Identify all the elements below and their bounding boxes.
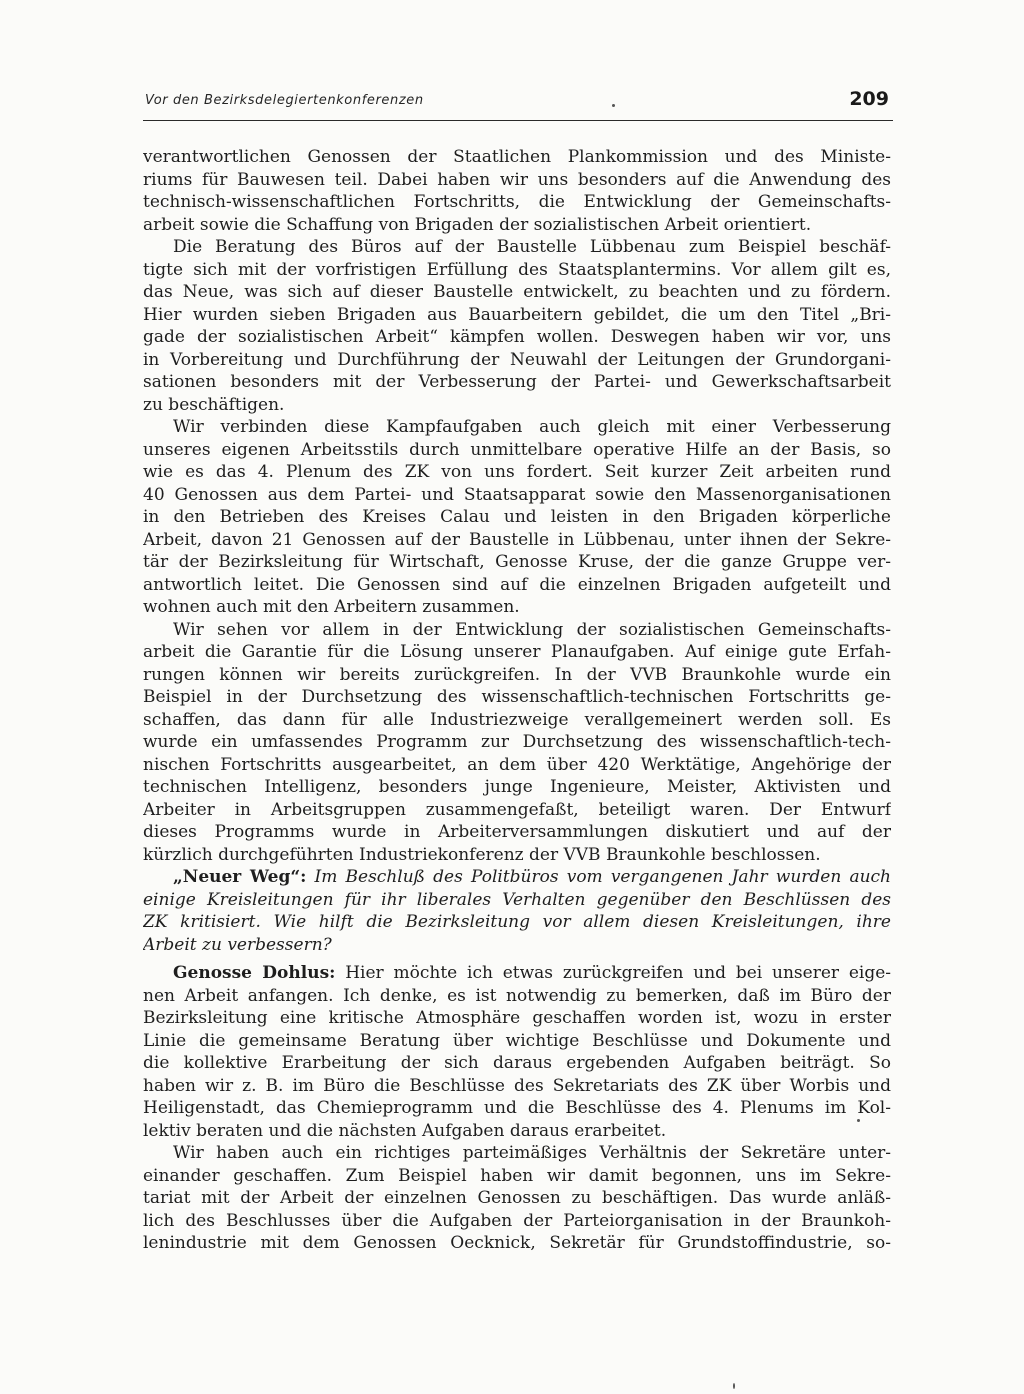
text-line: die kollektive Erarbeitung der sich daraus ergebenden Aufgaben beiträgt. So [143,1053,891,1073]
text-line: Heiligenstadt, das Chemieprogramm und die Beschlüsse des 4. Plenums im Kol- [143,1098,891,1118]
scan-speck [612,104,615,107]
text-line: Bezirksleitung eine kritische Atmosphäre geschaffen worden ist, wozu in erster [143,1008,891,1028]
text-line: unseres eigenen Arbeitsstils durch unmittelbare operative Hilfe an der Basis, so [143,439,891,460]
text-line: ZK kritisiert. Wie hilft die Bezirksleitung vor allem diesen Kreisleitungen, ihre [143,912,891,932]
text-line: Linie die gemeinsame Beratung über wichtige Beschlüsse und Dokumente und [143,1030,891,1051]
text-line: Hier wurden sieben Brigaden aus Bauarbeitern gebildet, die um den Titel „Bri- [143,304,891,325]
text-line: arbeit sowie die Schaffung von Brigaden der sozialistischen Arbeit orientiert. [143,214,812,235]
text-line: einander geschaffen. Zum Beispiel haben wir damit begonnen, uns im Sekre- [143,1165,891,1186]
page-number: 209 [849,88,889,110]
text-line: wie es das 4. Plenum des ZK von uns fordert. Seit kurzer Zeit arbeiten rund [143,462,891,482]
text-line: lenindustrie mit dem Genossen Oecknick, Sekretär für Grundstoffindustrie, so- [143,1233,891,1253]
text-line: lich des Beschlusses über die Aufgaben der Parteiorganisation in der Braunkoh- [143,1210,891,1231]
scan-speck [857,1119,860,1122]
text-line: tär der Bezirksleitung für Wirtschaft, Genosse Kruse, der die ganze Gruppe ver- [143,552,891,572]
text-line: gade der sozialistischen Arbeit“ kämpfen wollen. Deswegen haben wir vor, uns [143,327,891,347]
text-line: das Neue, was sich auf dieser Baustelle entwickelt, zu beachten und zu fördern. [143,282,891,302]
text-line: tigte sich mit der vorfristigen Erfüllung des Staatsplantermins. Vor allem gilt es, [143,259,891,280]
text-line: dieses Programms wurde in Arbeiterversammlungen diskutiert und auf der [143,822,891,842]
text-line: Wir verbinden diese Kampfaufgaben auch gleich mit einer Verbesserung [173,417,891,437]
interview-answer [143,962,891,985]
text-line: Arbeit, davon 21 Genossen auf der Baustelle in Lübbenau, unter ihnen der Sekre- [143,529,891,550]
text-line: Arbeiter in Arbeitsgruppen zusammengefaßt, beteiligt waren. Der Entwurf [143,799,891,820]
running-header [143,86,893,121]
text-line: tariat mit der Arbeit der einzelnen Genossen zu beschäftigen. Das wurde anläß- [143,1188,891,1208]
text-line: 40 Genossen aus dem Partei- und Staatsapparat sowie den Massenorganisationen [143,484,891,505]
scan-speck [733,1383,735,1389]
text-line: nischen Fortschritts ausgearbeitet, an dem über 420 Werktätige, Angehörige der [143,754,891,775]
text-line: haben wir z. B. im Büro die Beschlüsse des Sekretariats des ZK über Worbis und [143,1075,891,1096]
text-line: Arbeit zu verbessern? [143,934,332,955]
text-line: Die Beratung des Büros auf der Baustelle Lübbenau zum Beispiel beschäf- [173,237,891,257]
text-line: kürzlich durchgeführten Industriekonferenz der VVB Braunkohle beschlossen. [143,844,821,865]
text-line: arbeit die Garantie für die Lösung unserer Planaufgaben. Auf einige gute Erfah- [143,642,891,662]
text-line: Wir haben auch ein richtiges parteimäßiges Verhältnis der Sekretäre unter- [173,1143,891,1163]
text-line: rungen können wir bereits zurückgreifen. In der VVB Braunkohle wurde ein [143,664,891,685]
body-text [143,146,891,1255]
question-text: Im Beschluß des Politbüros vom vergangenen Jahr wurden auch [314,867,891,887]
speaker-label: „Neuer Weg“: [173,867,307,887]
text-line: technischen Intelligenz, besonders junge Ingenieure, Meister, Aktivisten und [143,777,891,797]
text-line: nen Arbeit anfangen. Ich denke, es ist notwendig zu bemerken, daß im Büro der [143,985,891,1006]
text-line: in den Betrieben des Kreises Calau und leisten in den Brigaden körperliche [143,507,891,527]
text-line: wohnen auch mit den Arbeitern zusammen. [143,597,520,617]
text-line: lektiv beraten und die nächsten Aufgaben daraus erarbeitet. [143,1120,667,1141]
text-line: antwortlich leitet. Die Genossen sind auf die einzelnen Brigaden aufgeteilt und [143,574,891,595]
text-line: schaffen, das dann für alle Industriezweige verallgemeinert werden soll. Es [143,709,891,730]
text-line: verantwortlichen Genossen der Staatlichen Plankommission und des Ministe- [143,147,891,167]
text-line: Beispiel in der Durchsetzung des wissenschaftlich-technischen Fortschritts ge- [143,687,891,707]
text-line: zu beschäftigen. [143,394,285,415]
text-line: technisch-wissenschaftlichen Fortschritts, die Entwicklung der Gemeinschafts- [143,192,891,212]
text-line: Wir sehen vor allem in der Entwicklung der sozialistischen Gemeinschafts- [173,619,891,640]
answer-text: Hier möchte ich etwas zurückgreifen und bei unserer eige- [345,963,891,983]
interview-question [143,866,891,889]
text-line: einige Kreisleitungen für ihr liberales Verhalten gegenüber den Beschlüssen des [143,889,891,910]
text-line: sationen besonders mit der Verbesserung der Partei- und Gewerkschaftsarbeit [143,372,891,392]
text-line: riums für Bauwesen teil. Dabei haben wir uns besonders auf die Anwendung des [143,169,891,190]
speaker-label: Genosse Dohlus: [173,963,336,983]
running-title: Vor den Bezirksdelegiertenkonferenzen [145,93,424,108]
text-line: in Vorbereitung und Durchführung der Neuwahl der Leitungen der Grundorgani- [143,349,891,370]
text-line: wurde ein umfassendes Programm zur Durchsetzung des wissenschaftlich-tech- [143,732,891,752]
